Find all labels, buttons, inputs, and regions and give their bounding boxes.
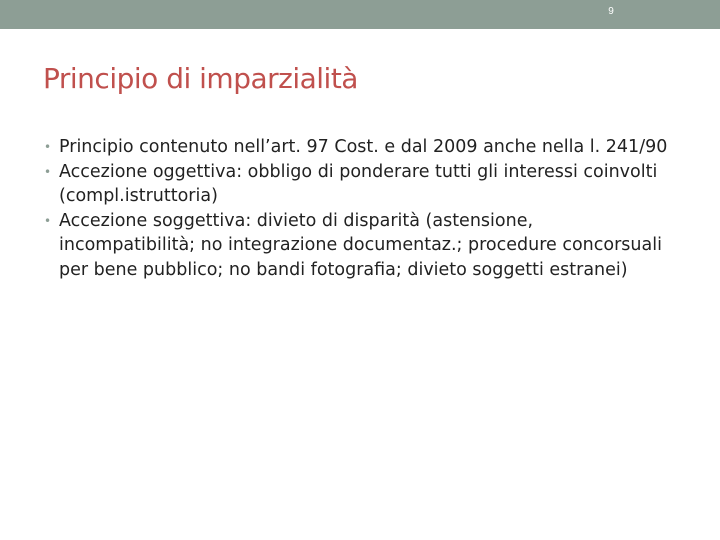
slide-header-bar: [0, 0, 720, 29]
bullet-list: [44, 135, 674, 282]
bullet-icon: •: [44, 164, 52, 179]
bullet-icon: •: [44, 140, 52, 154]
bullet-item: [44, 209, 674, 283]
bullet-text: Principio contenuto nell’art. 97 Cost. e dal 2009 anche nella l. 241/90: [59, 137, 668, 157]
bullet-text: Accezione oggettiva: obbligo di ponderare tutti gli interessi coinvolti (compl.istruttoria): [59, 161, 658, 206]
slide-title: Principio di imparzialità: [43, 62, 358, 95]
bullet-icon: •: [44, 213, 52, 228]
bullet-text: Accezione soggettiva: divieto di disparità (astensione, incompatibilità; no integrazione documentaz.; procedure concorsuali per bene pubblico; no bandi fotografia; divieto soggetti estranei): [59, 210, 662, 280]
slide-number: 9: [608, 6, 614, 17]
bullet-item: [44, 160, 674, 209]
bullet-item: [44, 135, 674, 160]
